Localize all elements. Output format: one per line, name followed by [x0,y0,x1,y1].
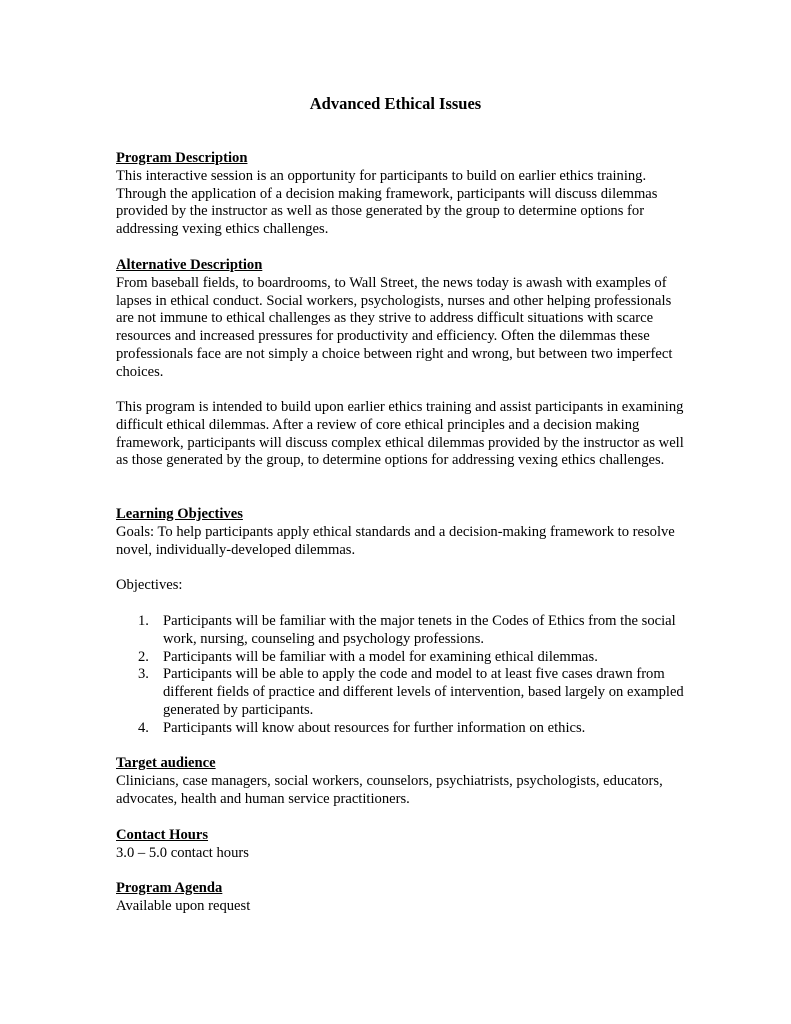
objective-number: 3. [138,666,149,683]
target-audience-section [116,755,686,808]
objective-item [116,666,686,719]
alternative-description-section [116,257,686,382]
objectives-list-block [116,613,686,738]
objectives-label-block [116,577,686,595]
objective-number: 2. [138,648,149,665]
contact-hours-text: 3.0 – 5.0 contact hours [116,844,249,861]
objective-item [116,613,686,649]
contact-hours-section [116,827,686,863]
page-title: Advanced Ethical Issues [309,94,482,113]
program-agenda-text: Available upon request [116,897,251,914]
program-description-section [116,150,686,239]
alternative-description-paragraph-2: This program is intended to build upon earlier ethics training and assist participants in examining difficult ethical dilemmas. After a review of core ethical principles and a decision making framework, participants will discuss complex ethical dilemmas provided by the instructor as well as those generated by the group, to determine options for addressing vexing ethics challenges. [116,399,684,469]
alternative-description-heading: Alternative Description [116,257,263,273]
objective-item [116,649,686,667]
objective-number: 4. [138,719,149,736]
objective-text: Participants will be familiar with a model for examining ethical dilemmas. [163,648,598,665]
objective-number: 1. [138,613,149,629]
program-agenda-heading: Program Agenda [116,880,223,896]
learning-objectives-section [116,506,686,559]
learning-objectives-goals: Goals: To help participants apply ethical standards and a decision-making framework to resolve novel, individually-developed dilemmas. [116,523,675,558]
objectives-label: Objectives: [116,577,183,593]
program-agenda-section [116,880,686,916]
contact-hours-heading: Contact Hours [116,827,209,843]
program-description-heading: Program Description [116,150,248,166]
objective-text: Participants will be familiar with the major tenets in the Codes of Ethics from the social work, nursing, counseling and psychology professions. [163,613,676,647]
alternative-description-paragraph-2-block [116,399,686,470]
objective-item [116,720,686,738]
learning-objectives-heading: Learning Objectives [116,506,243,522]
alternative-description-paragraph-1: From baseball fields, to boardrooms, to Wall Street, the news today is awash with examples of lapses in ethical conduct. Social workers, psychologists, nurses and other helping professionals are not immune to ethical challenges as they strive to address difficult situations with scarce resources and increased pressures for productivity and efficiency. Often the dilemmas these professionals face are not simply a choice between right and wrong, but between two imperfect choices. [116,274,673,380]
target-audience-heading: Target audience [116,755,216,771]
objectives-list [116,613,686,738]
target-audience-text: Clinicians, case managers, social workers, counselors, psychiatrists, psychologists, educators, advocates, health and human service practitioners. [116,772,663,807]
program-description-text: This interactive session is an opportunity for participants to build on earlier ethics training. Through the application of a decision making framework, participants will discuss dilemmas provided by the instructor as well as those generated by the group to determine options for addressing vexing ethics challenges. [116,167,658,238]
objective-text: Participants will know about resources for further information on ethics. [163,719,586,736]
objective-text: Participants will be able to apply the code and model to at least five cases drawn from different fields of practice and different levels of intervention, based largely on exampled generated by participants. [163,666,684,718]
